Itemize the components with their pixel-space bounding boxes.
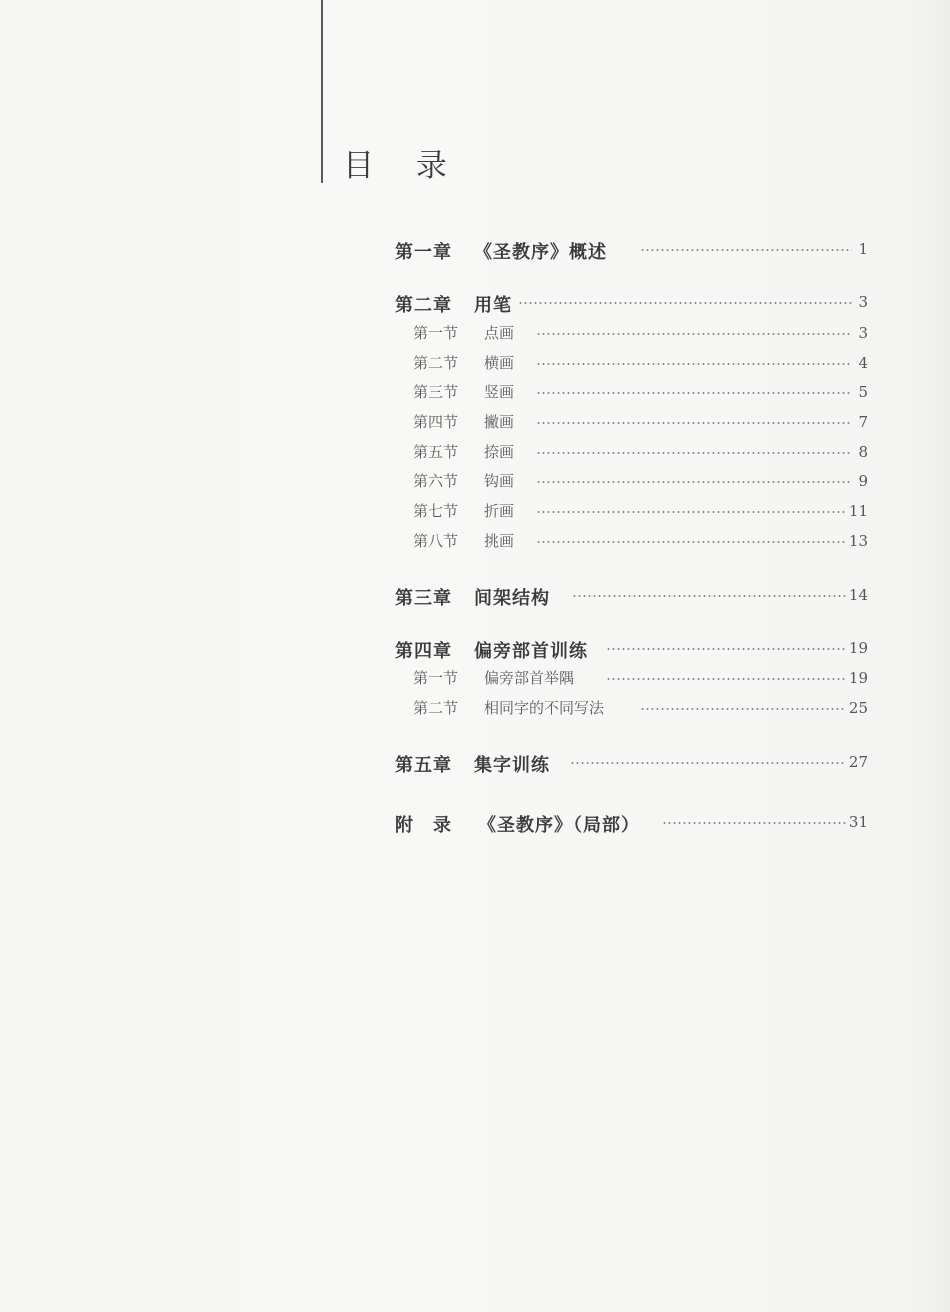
toc-entry-section-4[interactable] (0, 411, 950, 437)
leader-dots (536, 422, 852, 424)
section-title: 横画 (484, 354, 515, 372)
page-number: 25 (848, 699, 868, 717)
appendix-label: 附 录 (395, 815, 452, 836)
section-title: 挑画 (484, 532, 515, 550)
chapter-number: 第三章 (395, 588, 452, 609)
section-number: 第一节 (413, 669, 459, 687)
page-number: 8 (858, 443, 868, 461)
page-number: 27 (848, 753, 868, 771)
toc-entry-section-6[interactable] (0, 470, 950, 496)
appendix-title: 《圣教序》（局部） (478, 815, 640, 836)
toc-entry-chapter-4[interactable] (0, 637, 950, 663)
section-title: 撇画 (484, 413, 515, 431)
page-number: 13 (848, 532, 868, 550)
chapter-number: 第五章 (395, 755, 452, 776)
chapter-title: 《圣教序》概述 (474, 242, 607, 263)
leader-dots (536, 333, 852, 335)
page-number: 11 (848, 502, 868, 520)
chapter-number: 第一章 (395, 242, 452, 263)
leader-dots (536, 541, 846, 543)
section-number: 第七节 (413, 502, 459, 520)
toc-entry-section-7[interactable] (0, 500, 950, 526)
leader-dots (570, 762, 846, 764)
toc-entry-section-2[interactable] (0, 352, 950, 378)
leader-dots (536, 452, 852, 454)
page-number: 1 (858, 240, 868, 258)
section-title: 捺画 (484, 443, 515, 461)
chapter-number: 第二章 (395, 295, 452, 316)
page-number: 31 (848, 813, 868, 831)
page-number: 5 (858, 383, 868, 401)
page-number: 3 (858, 293, 868, 311)
leader-dots (606, 678, 846, 680)
section-number: 第二节 (413, 699, 459, 717)
toc-entry-appendix[interactable] (0, 811, 950, 837)
page-number: 3 (858, 324, 868, 342)
chapter-number: 第四章 (395, 641, 452, 662)
chapter-title: 用笔 (474, 295, 512, 316)
leader-dots (640, 249, 852, 251)
chapter-title: 间架结构 (474, 588, 550, 609)
toc-entry-section-8[interactable] (0, 530, 950, 556)
section-title: 折画 (484, 502, 515, 520)
leader-dots (536, 481, 852, 483)
leader-dots (536, 511, 846, 513)
leader-dots (572, 595, 846, 597)
toc-entry-chapter-1[interactable] (0, 238, 950, 264)
section-number: 第六节 (413, 472, 459, 490)
page-number: 9 (858, 472, 868, 490)
section-title: 点画 (484, 324, 515, 342)
toc-entry-section-3[interactable] (0, 381, 950, 407)
leader-dots (536, 363, 852, 365)
leader-dots (640, 708, 846, 710)
leader-dots (518, 302, 852, 304)
section-number: 第三节 (413, 383, 459, 401)
leader-dots (662, 822, 846, 824)
section-number: 第二节 (413, 354, 459, 372)
page-number: 19 (848, 669, 868, 687)
leader-dots (606, 648, 846, 650)
page-number: 7 (858, 413, 868, 431)
toc-entry-chapter-4-section-2[interactable] (0, 697, 950, 723)
section-title: 偏旁部首举隅 (484, 669, 575, 687)
section-title: 钩画 (484, 472, 515, 490)
toc-entry-chapter-5[interactable] (0, 751, 950, 777)
page-number: 19 (848, 639, 868, 657)
page-number: 4 (858, 354, 868, 372)
section-number: 第五节 (413, 443, 459, 461)
toc-entry-chapter-2[interactable] (0, 291, 950, 317)
chapter-title: 偏旁部首训练 (474, 641, 588, 662)
section-number: 第四节 (413, 413, 459, 431)
section-title: 相同字的不同写法 (484, 699, 605, 717)
toc-entry-section-1[interactable] (0, 322, 950, 348)
section-title: 竖画 (484, 383, 515, 401)
section-number: 第八节 (413, 532, 459, 550)
toc-entry-chapter-3[interactable] (0, 584, 950, 610)
vertical-rule (321, 0, 323, 183)
toc-entry-section-5[interactable] (0, 441, 950, 467)
leader-dots (536, 392, 852, 394)
page-number: 14 (848, 586, 868, 604)
toc-entry-chapter-4-section-1[interactable] (0, 667, 950, 693)
page-title: 目 录 (343, 148, 463, 184)
chapter-title: 集字训练 (474, 755, 550, 776)
section-number: 第一节 (413, 324, 459, 342)
